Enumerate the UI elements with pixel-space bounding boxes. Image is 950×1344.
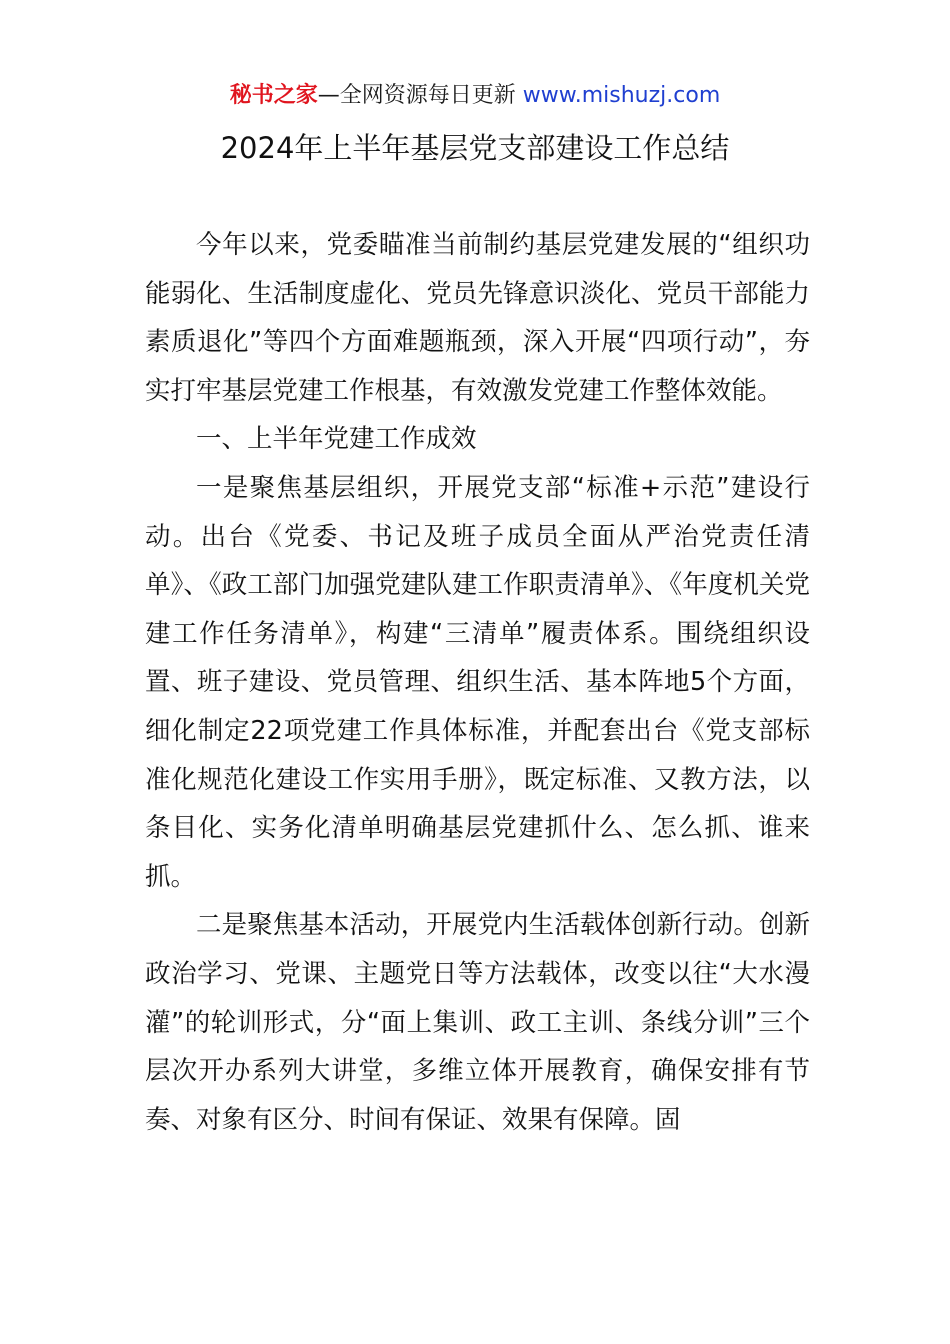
document-title: 2024年上半年基层党支部建设工作总结 <box>220 131 730 165</box>
paragraph-organization: 一是聚焦基层组织，开展党支部“标准+示范”建设行动。出台《党委、书记及班子成员全面从严治党责任清单》、《政工部门加强党建队建工作职责清单》、《年度机关党建工作任务清单》，构建“三清单”履责体系。围绕组织设置、班子建设、党员管理、组织生活、基本阵地5个方面，细化制定22项党建工作具体标准，并配套出台《党支部标准化规范化建设工作实用手册》，既定标准、又教方法，以条目化、实务化清单明确基层党建抓什么、怎么抓、谁来抓。 <box>145 472 810 892</box>
site-url-link[interactable]: www.mishuzj.com <box>522 83 721 108</box>
paragraph-activities: 二是聚焦基本活动，开展党内生活载体创新行动。创新政治学习、党课、主题党日等方法载体，改变以往“大水漫灌”的轮训形式，分“面上集训、政工主训、条线分训”三个层次开办系列大讲堂，多维立体开展教育，确保安排有节奏、对象有区分、时间有保证、效果有保障。固 <box>145 910 810 1135</box>
intro-paragraph: 今年以来，党委瞄准当前制约基层党建发展的“组织功能弱化、生活制度虚化、党员先锋意识淡化、党员干部能力素质退化”等四个方面难题瓶颈，深入开展“四项行动”，夯实打牢基层党建工作根基，有效激发党建工作整体效能。 <box>145 230 810 406</box>
document-body <box>145 221 810 1144</box>
site-tagline: —全网资源每日更新 <box>317 83 516 108</box>
site-header <box>0 80 950 112</box>
section-heading: 一、上半年党建工作成效 <box>196 424 477 455</box>
site-brand: 秘书之家 <box>229 83 318 108</box>
